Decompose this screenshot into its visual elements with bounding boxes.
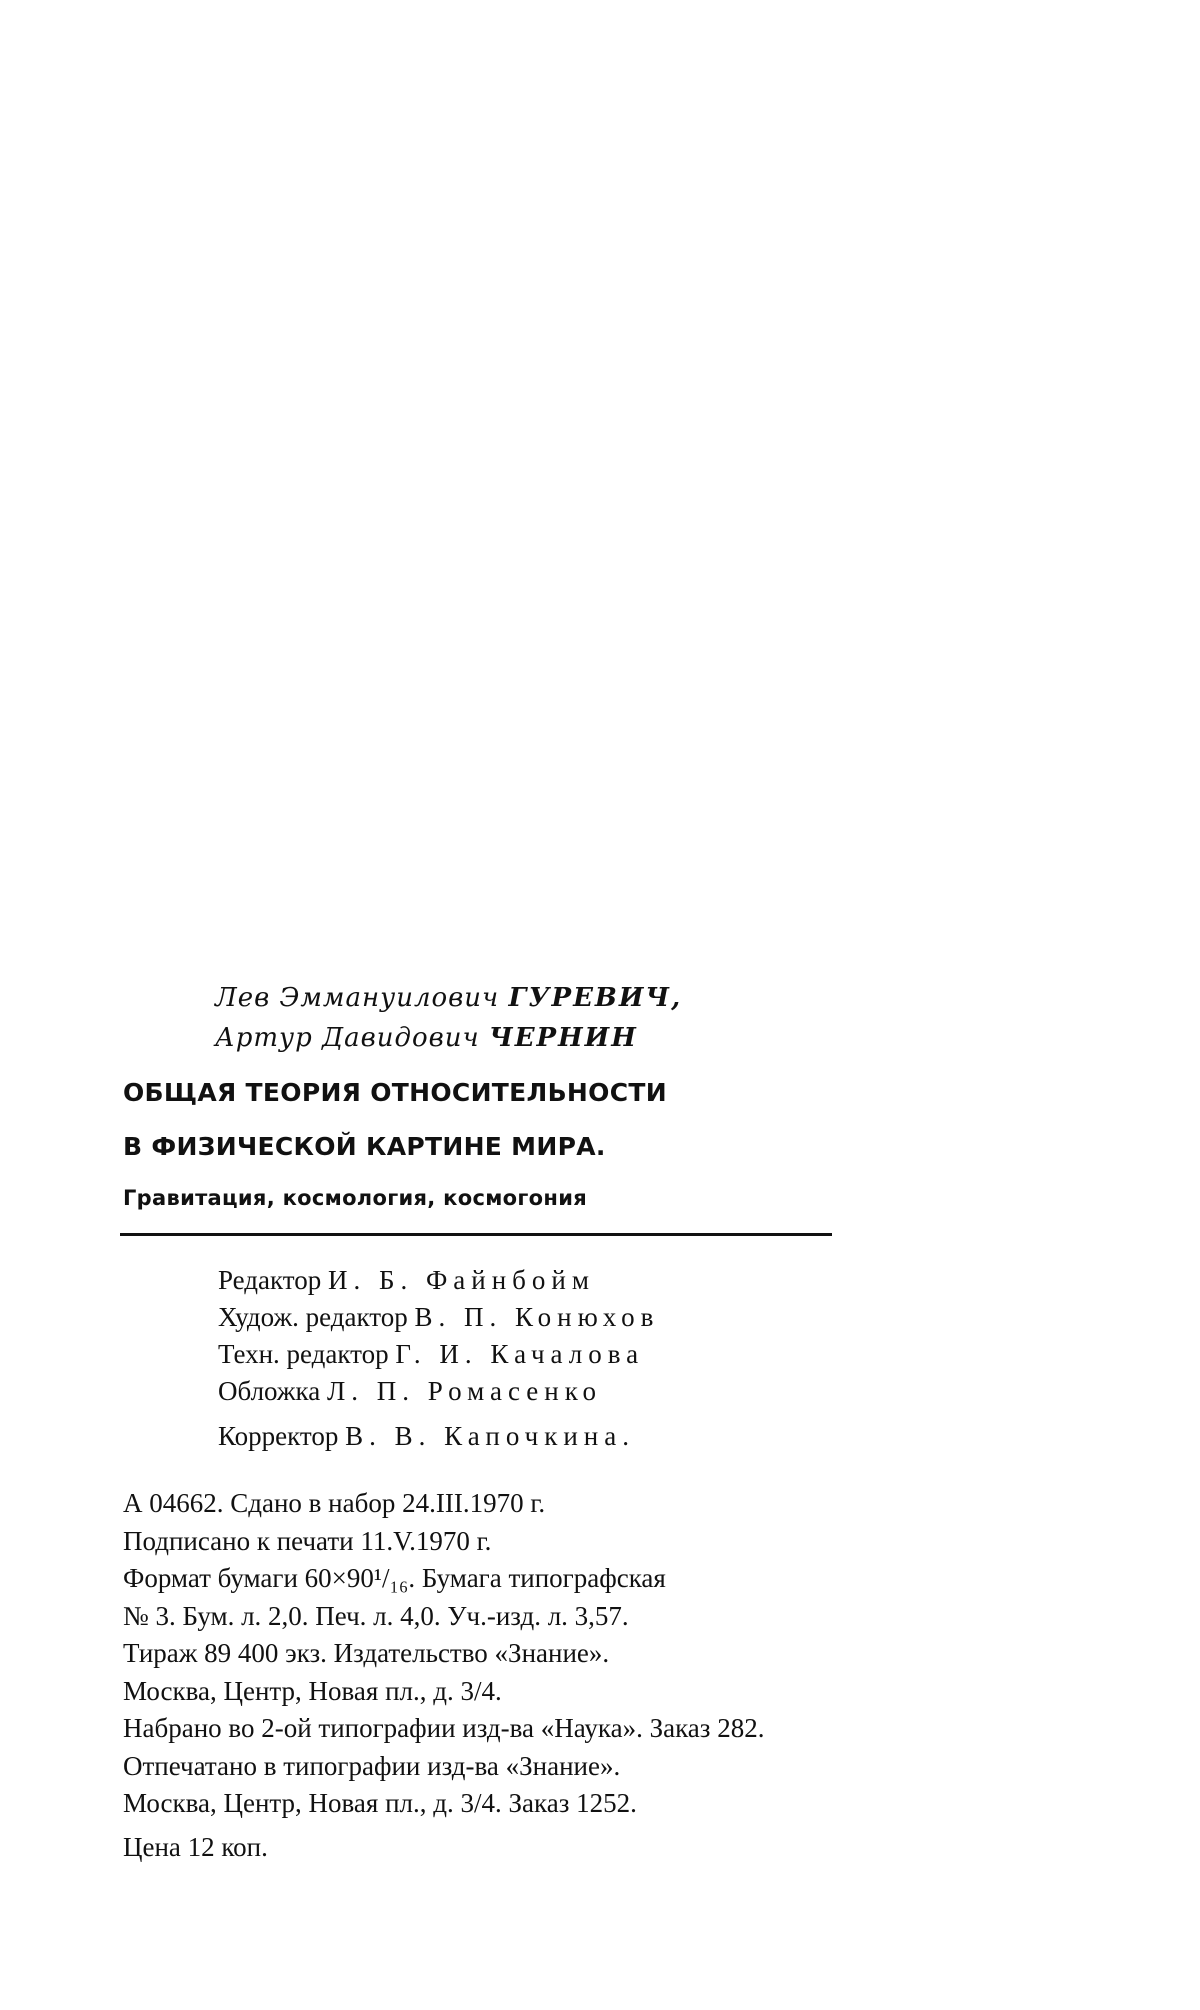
imprint-line: Набрано во 2-ой типографии изд-ва «Наука». Заказ 282. <box>123 1713 765 1743</box>
imprint-line: Отпечатано в типографии изд-ва «Знание». <box>123 1750 621 1781</box>
book-subtitle: Гравитация, космология, космогония <box>123 1186 587 1210</box>
imprint-line: А 04662. Сдано в набор 24.III.1970 г. <box>123 1488 546 1518</box>
credit-role: Корректор <box>218 1421 339 1451</box>
imprint-block <box>123 1485 764 1866</box>
credits-block <box>218 1262 659 1455</box>
author-2-given-name: Артур Давидович <box>215 1023 480 1053</box>
credit-name: Л. П. Ромасенко <box>326 1376 602 1406</box>
credit-role: Худож. редактор <box>218 1302 408 1332</box>
credit-name: В. П. Конюхов <box>414 1302 660 1332</box>
credit-role: Обложка <box>218 1376 321 1406</box>
imprint-line: Тираж 89 400 экз. Издательство «Знание». <box>123 1638 610 1668</box>
credit-editor <box>218 1262 659 1299</box>
credit-role: Редактор <box>218 1265 322 1295</box>
credit-name: Г. И. Качалова <box>395 1339 645 1369</box>
imprint-line: Москва, Центр, Новая пл., д. 3/4. Заказ 1252. <box>123 1788 637 1818</box>
imprint-line: Москва, Центр, Новая пл., д. 3/4. <box>123 1675 502 1706</box>
credit-name: В. В. Капочкина. <box>345 1421 635 1451</box>
imprint-line: Подписано к печати 11.V.1970 г. <box>123 1525 492 1556</box>
author-2 <box>215 1018 682 1058</box>
author-1 <box>215 978 682 1018</box>
credit-proofreader <box>218 1418 659 1455</box>
imprint-line: № 3. Бум. л. 2,0. Печ. л. 4,0. Уч.-изд. л. 3,57. <box>123 1600 629 1631</box>
credit-cover <box>218 1373 659 1410</box>
imprint-line: Формат бумаги 60×90¹/₁₆. Бумага типографская <box>123 1563 666 1593</box>
price-line: Цена 12 коп. <box>123 1831 268 1862</box>
credit-tech-editor <box>218 1336 659 1373</box>
book-title-line-2: В ФИЗИЧЕСКОЙ КАРТИНЕ МИРА. <box>123 1132 606 1161</box>
book-title-block <box>123 1078 667 1226</box>
author-1-given-name: Лев Эммануилович <box>215 983 500 1013</box>
book-title-line-1: ОБЩАЯ ТЕОРИЯ ОТНОСИТЕЛЬНОСТИ <box>123 1078 667 1107</box>
authors-block <box>215 978 682 1058</box>
author-2-surname: ЧЕРНИН <box>488 1023 638 1053</box>
horizontal-rule <box>120 1233 832 1236</box>
credit-art-editor <box>218 1299 659 1336</box>
credit-role: Техн. редактор <box>218 1339 389 1369</box>
author-1-surname: ГУРЕВИЧ, <box>508 983 683 1013</box>
credit-name: И. Б. Файнбойм <box>327 1265 595 1295</box>
